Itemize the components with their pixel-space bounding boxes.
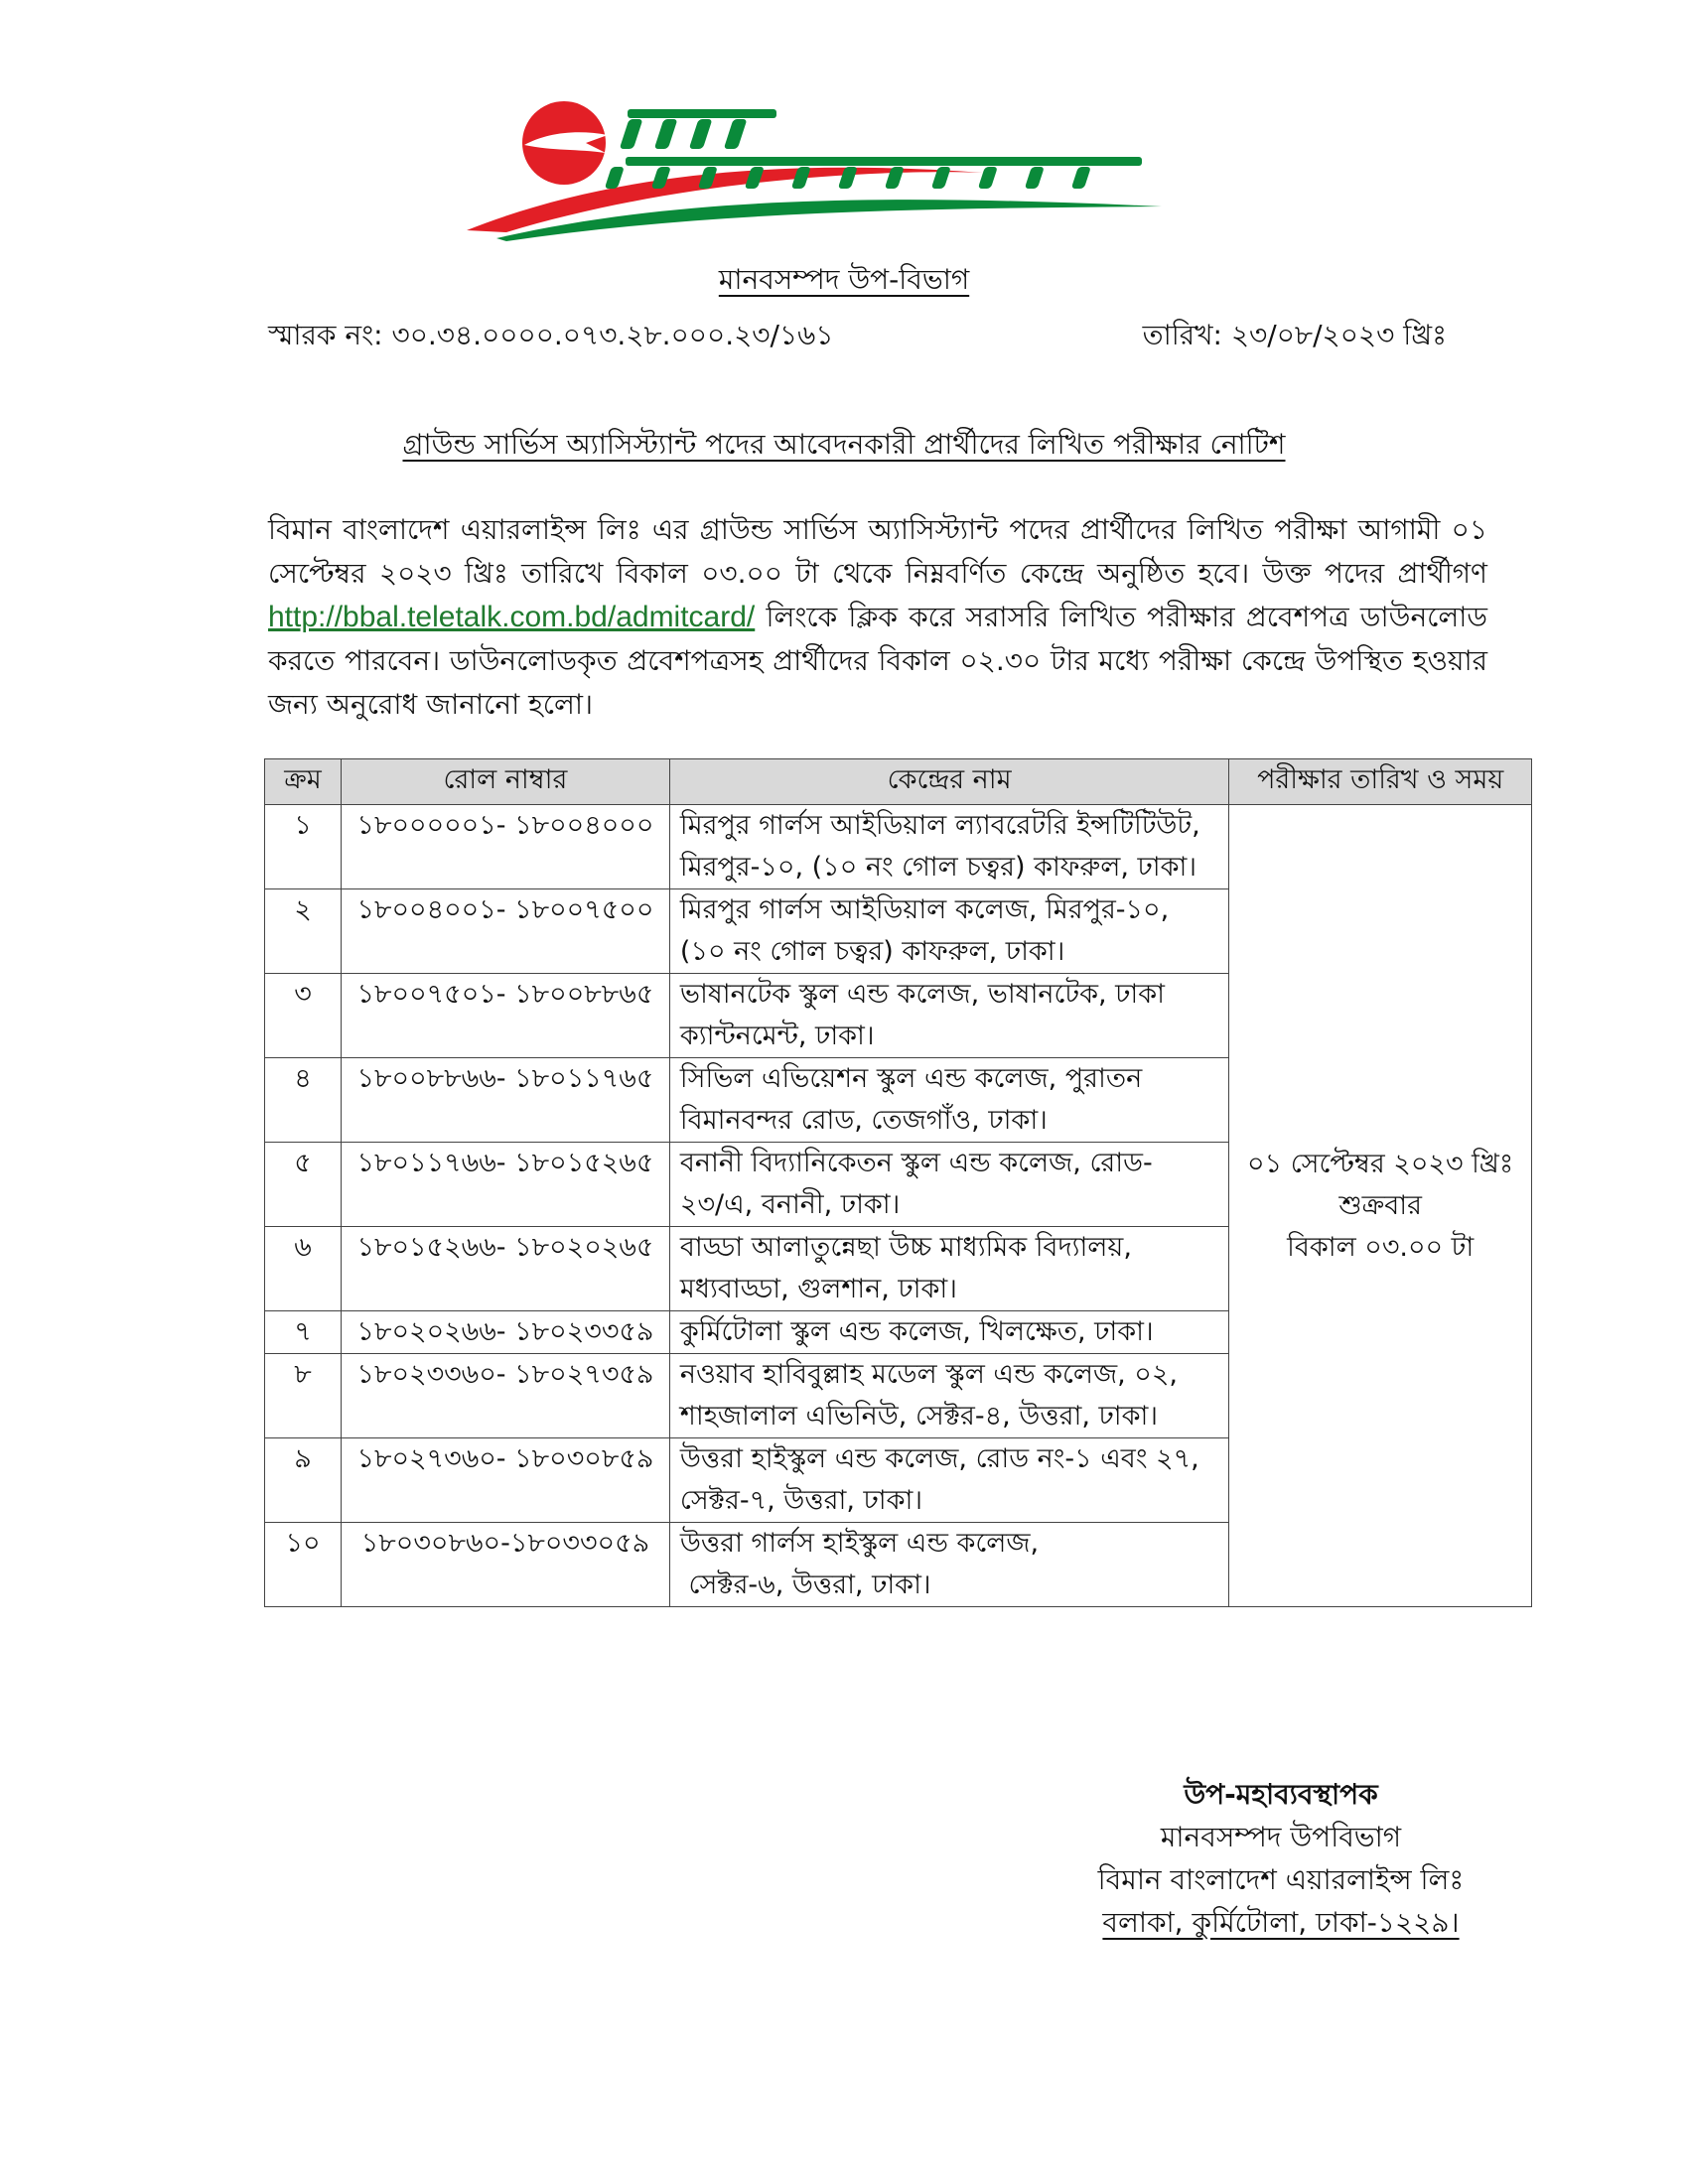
- row-center-name: মিরপুর গার্লস আইডিয়াল ল্যাবরেটরি ইন্সটিটিউট, মিরপুর-১০, (১০ নং গোল চত্বর) কাফরুল, ঢাকা।: [669, 805, 1228, 889]
- body-text-part2: লিংকে ক্লিক করে সরাসরি লিখিত পরীক্ষার প্রবেশপত্র ডাউনলোড করতে পারবেন। ডাউনলোডকৃত প্রবেশপত্রসহ প্রার্থীদের বিকাল ০২.৩০ টার মধ্যে পরীক্ষা কেন্দ্রে উপস্থিত হওয়ার জন্য অনুরোধ জানানো হলো।: [268, 601, 1488, 721]
- row-serial: ৯: [265, 1438, 342, 1523]
- row-roll-range: ১৮০৩০৮৬০-১৮০৩৩০৫৯: [341, 1523, 669, 1607]
- row-roll-range: ১৮০২০২৬৬- ১৮০২৩৩৫৯: [341, 1311, 669, 1354]
- row-serial: ৭: [265, 1311, 342, 1354]
- row-center-name: বনানী বিদ্যানিকেতন স্কুল এন্ড কলেজ, রোড- ২৩/এ, বনানী, ঢাকা।: [669, 1143, 1228, 1227]
- signatory-address: বলাকা, কুর্মিটোলা, ঢাকা-১২২৯।: [1102, 1906, 1460, 1939]
- signatory-department: মানবসম্পদ উপবিভাগ: [1160, 1821, 1402, 1853]
- biman-logo: [467, 99, 1182, 248]
- header-roll: রোল নাম্বার: [341, 759, 669, 805]
- row-serial: ১০: [265, 1523, 342, 1607]
- row-roll-range: ১৮০২৭৩৬০- ১৮০৩০৮৫৯: [341, 1438, 669, 1523]
- table-row: [265, 805, 1532, 889]
- table-header-row: [265, 759, 1532, 805]
- row-center-name: উত্তরা গার্লস হাইস্কুল এন্ড কলেজ, সেক্টর-৬, উত্তরা, ঢাকা।: [669, 1523, 1228, 1607]
- row-center-name: কুর্মিটোলা স্কুল এন্ড কলেজ, খিলক্ষেত, ঢাকা।: [669, 1311, 1228, 1354]
- row-serial: ৪: [265, 1058, 342, 1143]
- exam-date: ০১ সেপ্টেম্বর ২০২৩ খ্রিঃ: [1247, 1148, 1514, 1179]
- row-serial: ৬: [265, 1227, 342, 1311]
- exam-date-time: [1229, 805, 1532, 1607]
- row-roll-range: ১৮০১৫২৬৬- ১৮০২০২৬৫: [341, 1227, 669, 1311]
- admit-card-link[interactable]: http://bbal.teletalk.com.bd/admitcard/: [268, 601, 756, 633]
- notice-subject: গ্রাউন্ড সার্ভিস অ্যাসিস্ট্যান্ট পদের আবেদনকারী প্রার্থীদের লিখিত পরীক্ষার নোটিশ: [402, 428, 1286, 461]
- signatory-organization: বিমান বাংলাদেশ এয়ারলাইন্স লিঃ: [1097, 1863, 1465, 1896]
- row-center-name: মিরপুর গার্লস আইডিয়াল কলেজ, মিরপুর-১০, (১০ নং গোল চত্বর) কাফরুল, ঢাকা।: [669, 889, 1228, 974]
- exam-day: শুক্রবার: [1338, 1189, 1422, 1221]
- notice-body: [268, 508, 1487, 727]
- row-center-name: ভাষানটেক স্কুল এন্ড কলেজ, ভাষানটেক, ঢাকা ক্যান্টনমেন্ট, ঢাকা।: [669, 974, 1228, 1058]
- memo-number: স্মারক নং: ৩০.৩৪.০০০০.০৭৩.২৮.০০০.২৩/১৬১: [268, 319, 834, 351]
- signature-block: [1062, 1773, 1499, 1944]
- row-serial: ২: [265, 889, 342, 974]
- signatory-title: উপ-মহাব্যবস্থাপক: [1184, 1778, 1378, 1811]
- row-roll-range: ১৮০২৩৩৬০- ১৮০২৭৩৫৯: [341, 1354, 669, 1438]
- row-center-name: উত্তরা হাইস্কুল এন্ড কলেজ, রোড নং-১ এবং ২৭, সেক্টর-৭, উত্তরা, ঢাকা।: [669, 1438, 1228, 1523]
- row-center-name: সিভিল এভিয়েশন স্কুল এন্ড কলেজ, পুরাতন বিমানবন্দর রোড, তেজগাঁও, ঢাকা।: [669, 1058, 1228, 1143]
- header-center: কেন্দ্রের নাম: [669, 759, 1228, 805]
- row-roll-range: ১৮০০০০০১- ১৮০০৪০০০: [341, 805, 669, 889]
- department-heading: মানবসম্পদ উপ-বিভাগ: [718, 263, 970, 296]
- row-serial: ৩: [265, 974, 342, 1058]
- row-roll-range: ১৮০০৮৮৬৬- ১৮০১১৭৬৫: [341, 1058, 669, 1143]
- header-serial: ক্রম: [265, 759, 342, 805]
- row-roll-range: ১৮০০৪০০১- ১৮০০৭৫০০: [341, 889, 669, 974]
- row-roll-range: ১৮০০৭৫০১- ১৮০০৮৮৬৫: [341, 974, 669, 1058]
- header-exam-time: পরীক্ষার তারিখ ও সময়: [1229, 759, 1532, 805]
- exam-center-table: [264, 758, 1532, 1607]
- row-center-name: বাড্ডা আলাতুন্নেছা উচ্চ মাধ্যমিক বিদ্যালয়, মধ্যবাড্ডা, গুলশান, ঢাকা।: [669, 1227, 1228, 1311]
- memo-date: তারিখ: ২৩/০৮/২০২৩ খ্রিঃ: [1142, 319, 1447, 351]
- row-center-name: নওয়াব হাবিবুল্লাহ মডেল স্কুল এন্ড কলেজ, ০২, শাহজালাল এভিনিউ, সেক্টর-৪, উত্তরা, ঢাকা।: [669, 1354, 1228, 1438]
- row-serial: ৫: [265, 1143, 342, 1227]
- body-text-part1: বিমান বাংলাদেশ এয়ারলাইন্স লিঃ এর গ্রাউন্ড সার্ভিস অ্যাসিস্ট্যান্ট পদের প্রার্থীদের লিখিত পরীক্ষা আগামী ০১ সেপ্টেম্বর ২০২৩ খ্রিঃ তারিখে বিকাল ০৩.০০ টা থেকে নিম্নবর্ণিত কেন্দ্রে অনুষ্ঠিত হবে। উক্ত পদের প্রার্থীগণ: [268, 513, 1487, 590]
- row-serial: ১: [265, 805, 342, 889]
- exam-time: বিকাল ০৩.০০ টা: [1287, 1231, 1475, 1263]
- row-serial: ৮: [265, 1354, 342, 1438]
- row-roll-range: ১৮০১১৭৬৬- ১৮০১৫২৬৫: [341, 1143, 669, 1227]
